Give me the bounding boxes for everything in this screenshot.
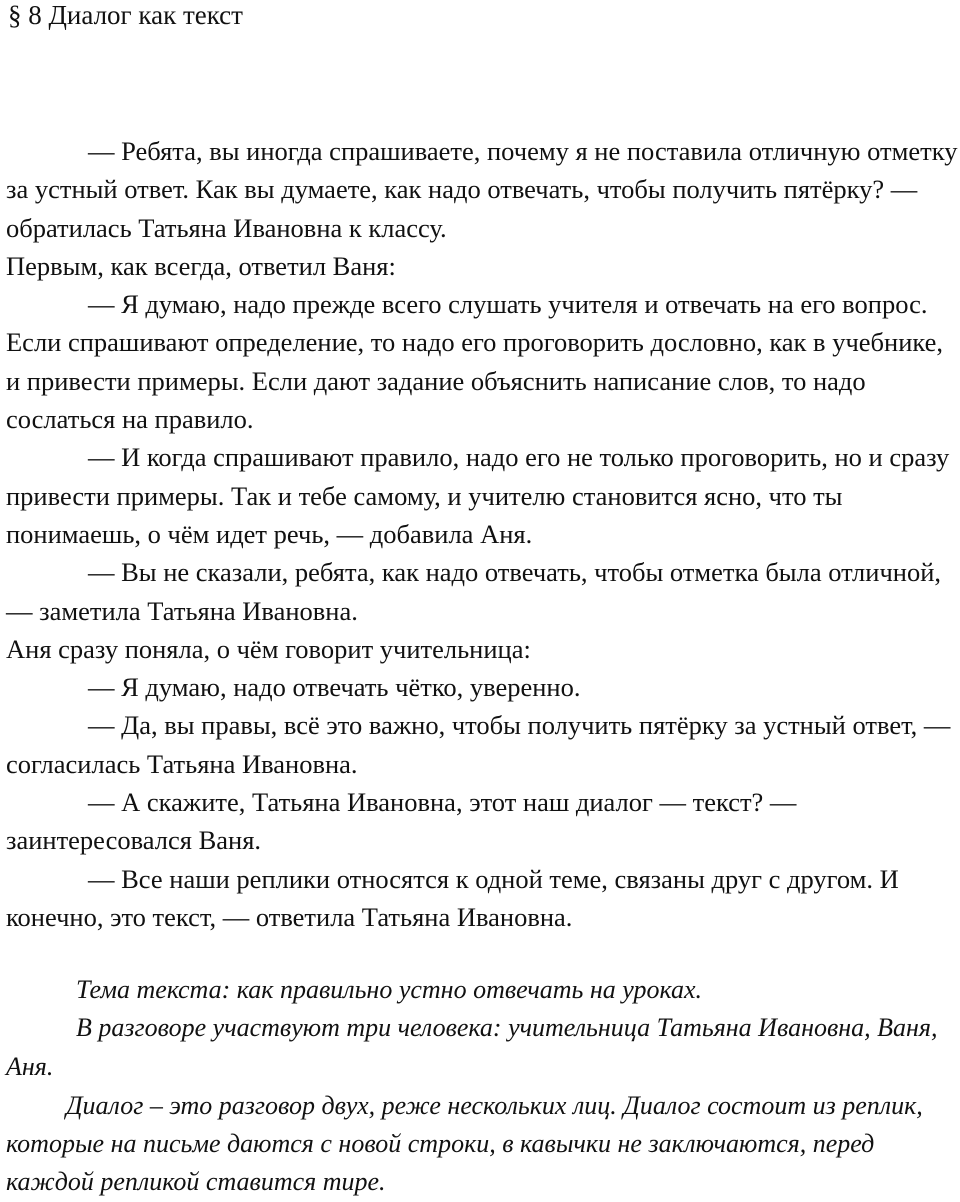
dialogue-line: — Я думаю, надо прежде всего слушать учителя и отвечать на его вопрос. Если спрашивают определение, то надо его проговорить дословно, как в учебнике, и привести примеры. Если дают задание объяснить написание слов, то надо сослаться на правило. — [6, 289, 943, 435]
dialogue-line: — И когда спрашивают правило, надо его не только проговорить, но и сразу привести примеры. Так и тебе самому, и учителю становится ясно, что ты понимаешь, о чём идет речь, — добавила Аня. — [6, 442, 950, 549]
analysis-notes — [6, 971, 958, 1202]
topic-note: Тема текста: как правильно устно отвечать на уроках. — [76, 975, 702, 1004]
page-title: § 8 Диалог как текст — [8, 0, 243, 30]
dialogue-line: — Ребята, вы иногда спрашиваете, почему я не поставила отличную отметку за устный ответ. Как вы думаете, как надо отвечать, чтобы получить пятёрку? — обратилась Татьяна Ивановна к классу. — [6, 136, 958, 243]
dialogue-line: — Вы не сказали, ребята, как надо отвечать, чтобы отметка была отличной, — заметила Татьяна Ивановна. — [6, 557, 942, 626]
dialogue-text — [6, 132, 958, 936]
dialogue-line: — Да, вы правы, всё это важно, чтобы получить пятёрку за устный ответ, — согласилась Татьяна Ивановна. — [6, 710, 951, 779]
dialogue-line: — Я думаю, надо отвечать чётко, уверенно. — [88, 672, 581, 703]
dialogue-line: — Все наши реплики относятся к одной теме, связаны друг с другом. И конечно, это текст, — ответила Татьяна Ивановна. — [6, 863, 899, 932]
participants-note: В разговоре участвуют три человека: учительница Татьяна Ивановна, Ваня, Аня. — [6, 1013, 938, 1081]
definition-note: Диалог – это разговор двух, реже нескольких лиц. Диалог состоит из реплик, которые на письме даются с новой строки, в кавычки не заключаются, перед каждой репликой ставится тире. — [6, 1090, 923, 1197]
narration-line: Первым, как всегда, ответил Ваня: — [6, 250, 396, 281]
dialogue-line: — А скажите, Татьяна Ивановна, этот наш диалог — текст? — заинтересовался Ваня. — [6, 787, 797, 856]
narration-line: Аня сразу поняла, о чём говорит учительница: — [6, 633, 531, 664]
